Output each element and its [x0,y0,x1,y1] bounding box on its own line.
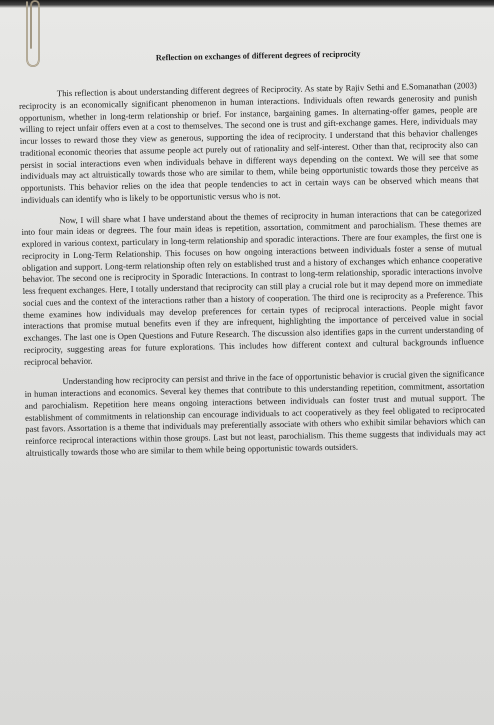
paragraph-1: This reflection is about understanding different degrees of Reciprocity. As state by Rajiv Sethi and E.Somanathan (2003) reciprocity is an economically significant phenomenon in human interactions. Individuals often rewards generosity and punish opportunism, whether in long-term relationship or brief. For instance, bargaining games. In alternating-offer games, people are willing to reject unfair offers even at a cost to themselves. The second one is trust and gift-exchange games. Here, individuals may incur losses to reward those they view as generous, supporting the idea of reciprocity. I understand that this behavior challenges traditional economic theories that assume people act purely out of rationality and self-interest. Other than that, reciprocity also can persist in social interactions even when individuals behave in different ways depending on the context. We will see that some individuals may act altruistically towards those who are similar to them, while being opportunistic towards those they perceive as opportunists. This behavior relies on the idea that people tendencies to act in certain ways can be observed which means that individuals can identify who is likely to be opportunistic versus who is not. [19,80,479,205]
paragraph-2: Now, I will share what I have understand about the themes of reciprocity in human interactions that can be categorized into four main ideas or degrees. The four main ideas is repetition, assortation, commitment and parochialism. These themes are explored in various context, particulary in long-term relationship and sporadic interactions. There are four examples, the first one is reciprocity in Long-Term Relationship. This focuses on how ongoing interactions between individuals foster a sense of mutual obligation and support. Long-term relationship often rely on established trust and a history of exchanges which enhance cooperative behavior. The second one is reciprocity in Sporadic Interactions. In contrast to long-term relationship, sporadic interactions involve less frequent exchanges. Here, I totally understand that reciprocity can still play a crucial role but it may depend more on immediate social cues and the context of the interactions rather than a history of cooperation. The third one is reciprocity as a Preference. This theme examines how individuals may develop preferences for certain types of reciprocal interactions. People might favor interactions that promise mutual benefits even if they are infrequent, highlighting the importance of perceived value in social exchanges. The last one is Open Questions and Future Research. The discussion also identifies gaps in the current understanding of reciprocity, suggesting areas for future explorations. This includes how different context and cultural backgrounds influence reciprocal behavior. [21,206,484,367]
top-edge-shadow [0,0,494,8]
paragraph-3: Understanding how reciprocity can persist and thrive in the face of opportunistic behavior is crucial given the significance in human interactions and economics. Several key themes that contribute to this understanding repetition, commitment, assortation and parochialism. Repetition here means ongoing interactions between individuals can foster trust and mutual support. The establishment of commitments in relationship can encourage individuals to act cooperatively as they feel obligated to reciprocated past favors. Assortation is a theme that individuals may preferentially associate with others who exhibit similar behaviors which can reinforce reciprocal interactions within those groups. Last but not least, parochialism. This theme suggests that individuals may act altruistically towards those who are similar to them while being opportunistic towards outsiders. [24,368,486,458]
document-title: Reflection on exchanges of different degrees of reciprocity [155,49,361,63]
document-page [18,39,489,648]
